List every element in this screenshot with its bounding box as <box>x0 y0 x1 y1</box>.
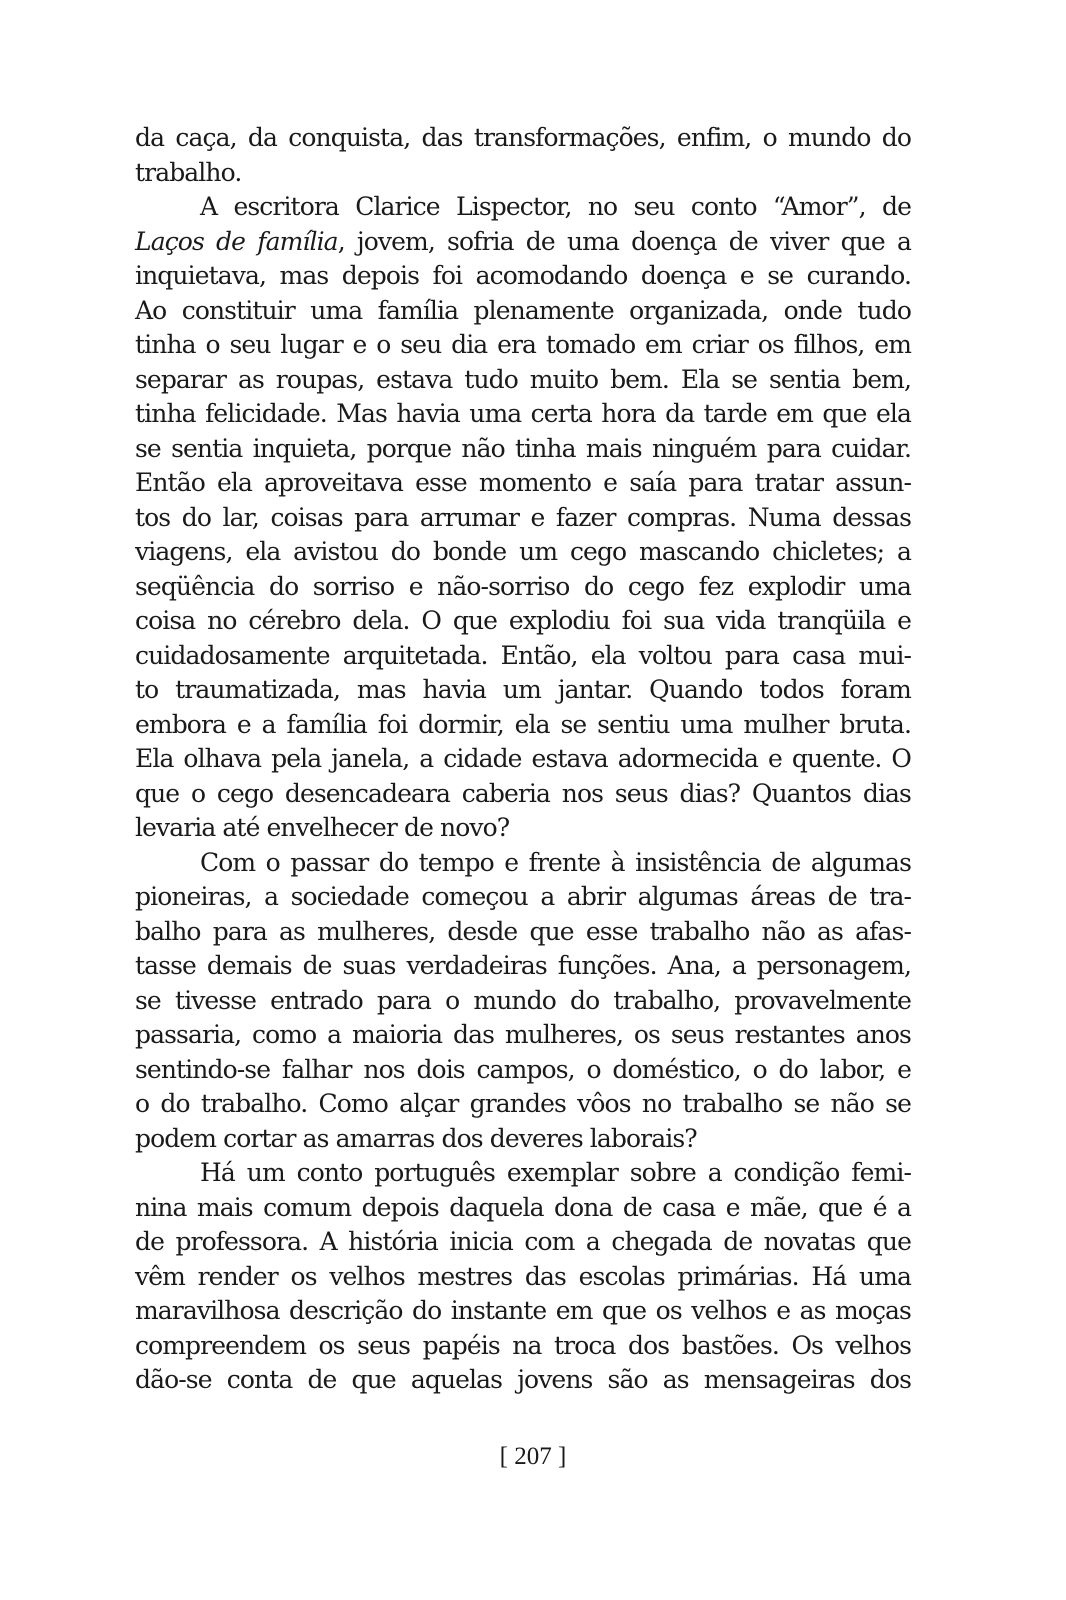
text-line: A escritora Clarice Lispector, no seu conto “Amor”, de <box>200 192 911 221</box>
paragraph <box>135 121 911 190</box>
text-line: Há um conto português exemplar sobre a condição femi- <box>200 1158 911 1187</box>
text-line: tasse demais de suas verdadeiras funções. Ana, a personagem, <box>135 951 911 980</box>
text-line: Laços de família, jovem, sofria de uma doença de viver que a <box>135 226 911 256</box>
text-line: inquietava, mas depois foi acomodando doença e se curando. <box>135 261 911 290</box>
text-line: podem cortar as amarras dos deveres laborais? <box>135 1123 697 1153</box>
text-line: maravilhosa descrição do instante em que os velhos e as moças <box>135 1296 911 1325</box>
text-line: se sentia inquieta, porque não tinha mais ninguém para cuidar. <box>135 433 911 463</box>
text-line: Ela olhava pela janela, a cidade estava adormecida e quente. O <box>135 744 911 773</box>
text-line: balho para as mulheres, desde que esse trabalho não as afas- <box>135 916 911 946</box>
text-line: levaria até envelhecer de novo? <box>135 813 510 842</box>
page-body <box>135 121 911 1398</box>
text-line: vêm render os velhos mestres das escolas primárias. Há uma <box>135 1261 911 1291</box>
text-line: se tivesse entrado para o mundo do trabalho, provavelmente <box>135 985 911 1015</box>
text-line: pioneiras, a sociedade começou a abrir algumas áreas de tra- <box>135 882 911 911</box>
text-line: o do trabalho. Como alçar grandes vôos no trabalho se não se <box>135 1089 911 1118</box>
text-line: to traumatizada, mas havia um jantar. Quando todos foram <box>135 675 911 704</box>
paragraph <box>135 190 911 846</box>
text-line: nina mais comum depois daquela dona de casa e mãe, que é a <box>135 1192 911 1222</box>
text-line: viagens, ela avistou do bonde um cego mascando chicletes; a <box>135 537 911 566</box>
text-line: separar as roupas, estava tudo muito bem. Ela se sentia bem, <box>135 364 911 394</box>
text-line: tinha felicidade. Mas havia uma certa hora da tarde em que ela <box>135 399 911 428</box>
book-title: Laços de família <box>135 226 338 256</box>
text-line: compreendem os seus papéis na troca dos bastões. Os velhos <box>135 1330 911 1360</box>
text-line: passaria, como a maioria das mulheres, os seus restantes anos <box>135 1020 911 1049</box>
text-line: sentindo-se falhar nos dois campos, o doméstico, o do labor, e <box>135 1054 911 1084</box>
text-line: que o cego desencadeara caberia nos seus dias? Quantos dias <box>135 778 911 808</box>
paragraph <box>135 846 911 1157</box>
paragraph <box>135 1156 911 1398</box>
text-line: dão-se conta de que aquelas jovens são as mensageiras dos <box>135 1365 911 1394</box>
text-line: embora e a família foi dormir, ela se sentiu uma mulher bruta. <box>135 709 911 739</box>
text-line: seqüência do sorriso e não-sorriso do cego fez explodir uma <box>135 571 911 601</box>
text-line: tos do lar, coisas para arrumar e fazer compras. Numa dessas <box>135 502 911 532</box>
text-line: Com o passar do tempo e frente à insistência de algumas <box>200 847 911 877</box>
text-line: cuidadosamente arquitetada. Então, ela voltou para casa mui- <box>135 640 911 670</box>
text-line: Ao constituir uma família plenamente organizada, onde tudo <box>135 295 911 325</box>
text-line: da caça, da conquista, das transformações, enfim, o mundo do <box>135 123 911 152</box>
text-line: Então ela aproveitava esse momento e saía para tratar assun- <box>135 468 911 497</box>
text-line: de professora. A história inicia com a chegada de novatas que <box>135 1227 911 1256</box>
text-line: tinha o seu lugar e o seu dia era tomado em criar os filhos, em <box>135 330 911 359</box>
text-line: trabalho. <box>135 157 242 187</box>
page-number: [ 207 ] <box>499 1443 567 1470</box>
text-line: coisa no cérebro dela. O que explodiu foi sua vida tranqüila e <box>135 606 911 635</box>
